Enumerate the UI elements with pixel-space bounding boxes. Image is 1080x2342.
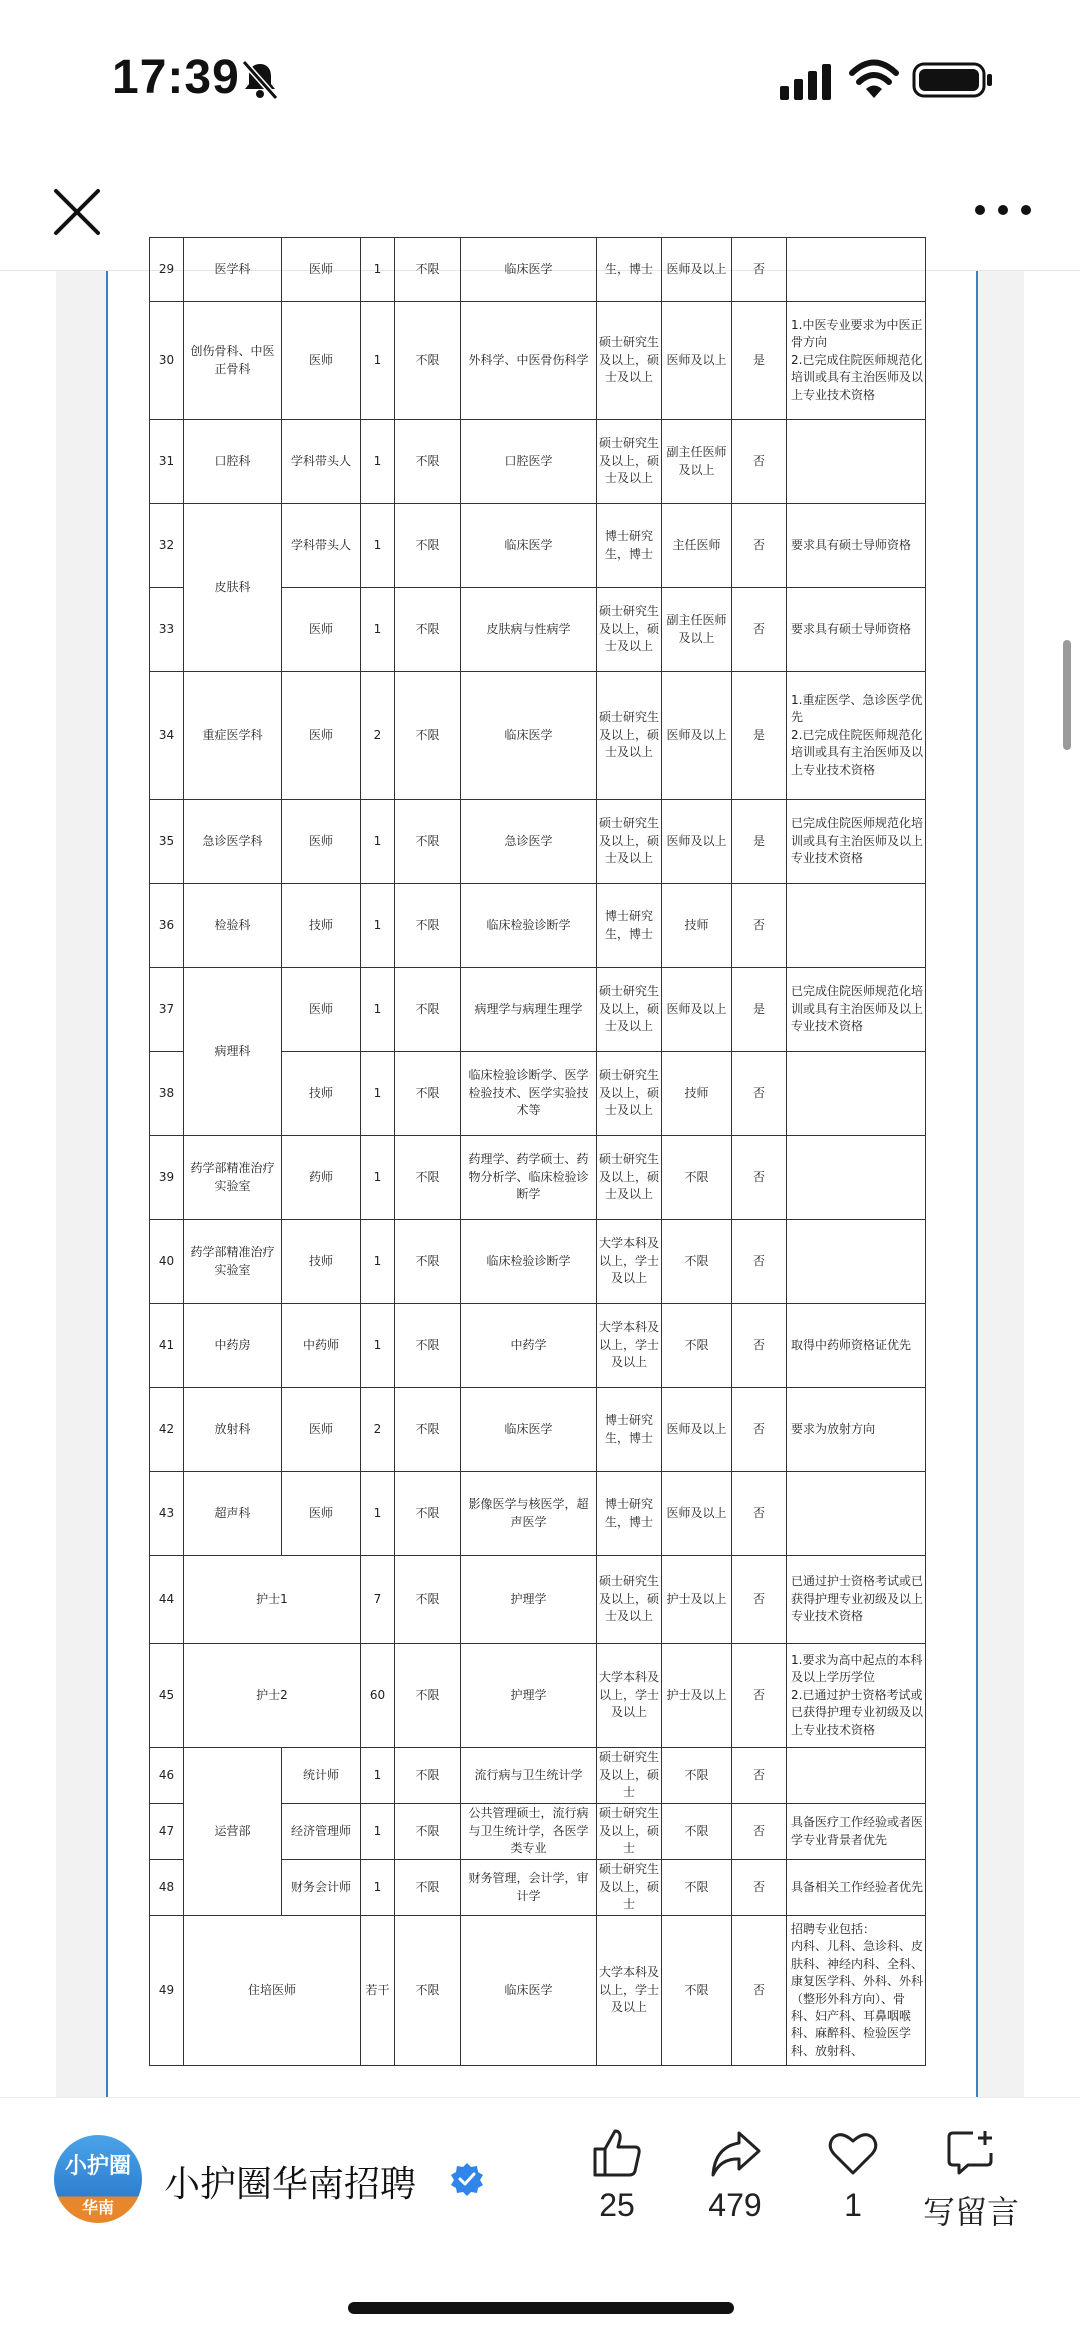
cell-note: 1.重症医学、急诊医学优先 2.已完成住院医师规范化培训或具有主治医师及以上专业技术资格 [787, 672, 926, 800]
cell-row-number: 41 [150, 1304, 184, 1388]
cell-exam: 否 [732, 1748, 787, 1804]
table-row [150, 504, 926, 588]
cell-note [787, 884, 926, 968]
close-icon[interactable] [50, 185, 104, 239]
table-row [150, 1916, 926, 2066]
cell-age: 不限 [395, 1388, 461, 1472]
cell-age: 不限 [395, 1644, 461, 1748]
cell-exam: 是 [732, 672, 787, 800]
cell-age: 不限 [395, 672, 461, 800]
cell-department: 药学部精准治疗实验室 [184, 1136, 282, 1220]
cell-row-number: 34 [150, 672, 184, 800]
cell-headcount: 1 [361, 420, 395, 504]
cell-department: 医学科 [184, 238, 282, 302]
cell-position: 经济管理师 [282, 1804, 361, 1860]
cell-position: 医师 [282, 1472, 361, 1556]
cell-note [787, 1136, 926, 1220]
cell-headcount: 若干 [361, 1916, 395, 2066]
cell-age: 不限 [395, 1220, 461, 1304]
cell-age: 不限 [395, 800, 461, 884]
cell-major: 急诊医学 [461, 800, 597, 884]
cell-education: 硕士研究生及以上，硕士及以上 [597, 1556, 662, 1644]
cell-education: 硕士研究生及以上，硕士 [597, 1804, 662, 1860]
share-button[interactable] [685, 2125, 785, 2224]
verified-badge-icon [450, 2162, 484, 2196]
cell-exam: 否 [732, 504, 787, 588]
cell-note [787, 420, 926, 504]
cell-title: 主任医师 [662, 504, 732, 588]
cell-major: 临床医学 [461, 1916, 597, 2066]
cell-headcount: 1 [361, 1136, 395, 1220]
cell-department: 运营部 [184, 1748, 282, 1916]
recruitment-table [149, 237, 926, 2066]
cell-education: 硕士研究生及以上，硕士及以上 [597, 968, 662, 1052]
cell-department: 护士2 [184, 1644, 361, 1748]
cell-major: 皮肤病与性病学 [461, 588, 597, 672]
cell-department: 急诊医学科 [184, 800, 282, 884]
cell-note: 要求为放射方向 [787, 1388, 926, 1472]
cell-age: 不限 [395, 1556, 461, 1644]
like-button[interactable] [567, 2125, 667, 2224]
account-name[interactable]: 小护圈华南招聘 [164, 2164, 417, 2205]
cell-position: 学科带头人 [282, 420, 361, 504]
cell-age: 不限 [395, 1136, 461, 1220]
cell-department: 病理科 [184, 968, 282, 1136]
cell-headcount: 1 [361, 968, 395, 1052]
cell-major: 临床医学 [461, 238, 597, 302]
cell-row-number: 40 [150, 1220, 184, 1304]
cell-major: 护理学 [461, 1556, 597, 1644]
cell-headcount: 2 [361, 1388, 395, 1472]
cell-note: 已完成住院医师规范化培训或具有主治医师及以上专业技术资格 [787, 968, 926, 1052]
cell-education: 硕士研究生及以上，硕士 [597, 1860, 662, 1916]
cell-position: 财务会计师 [282, 1860, 361, 1916]
cell-exam: 否 [732, 1304, 787, 1388]
cell-headcount: 1 [361, 1804, 395, 1860]
cell-note [787, 1472, 926, 1556]
cell-note: 已完成住院医师规范化培训或具有主治医师及以上专业技术资格 [787, 800, 926, 884]
cell-major: 临床检验诊断学、医学检验技术、医学实验技术等 [461, 1052, 597, 1136]
cell-age: 不限 [395, 1052, 461, 1136]
cell-exam: 否 [732, 1136, 787, 1220]
cell-row-number: 45 [150, 1644, 184, 1748]
cell-exam: 否 [732, 1220, 787, 1304]
cell-position: 医师 [282, 1388, 361, 1472]
cell-row-number: 49 [150, 1916, 184, 2066]
cell-education: 大学本科及以上，学士及以上 [597, 1220, 662, 1304]
cell-row-number: 44 [150, 1556, 184, 1644]
cell-age: 不限 [395, 588, 461, 672]
cell-major: 临床医学 [461, 504, 597, 588]
cell-position: 统计师 [282, 1748, 361, 1804]
home-indicator [348, 2302, 734, 2314]
cell-education: 博士研究生，博士 [597, 504, 662, 588]
cell-exam: 否 [732, 1052, 787, 1136]
cell-headcount: 60 [361, 1644, 395, 1748]
cell-position: 医师 [282, 238, 361, 302]
cell-row-number: 43 [150, 1472, 184, 1556]
cell-row-number: 36 [150, 884, 184, 968]
cell-age: 不限 [395, 1748, 461, 1804]
cell-note [787, 1748, 926, 1804]
comment-label: 写留言 [922, 2194, 1019, 2230]
cell-major: 公共管理硕士，流行病与卫生统计学，各医学类专业 [461, 1804, 597, 1860]
cell-exam: 否 [732, 1916, 787, 2066]
cell-exam: 否 [732, 588, 787, 672]
cell-position: 医师 [282, 588, 361, 672]
cell-age: 不限 [395, 968, 461, 1052]
table-row [150, 238, 926, 302]
cell-headcount: 1 [361, 238, 395, 302]
cell-education: 博士研究生，博士 [597, 884, 662, 968]
wifi-icon [848, 58, 900, 100]
cell-row-number: 30 [150, 302, 184, 420]
cell-education: 硕士研究生及以上，硕士及以上 [597, 800, 662, 884]
cell-position: 技师 [282, 1220, 361, 1304]
table-row [150, 1748, 926, 1804]
table-row [150, 672, 926, 800]
article-content[interactable] [0, 261, 1080, 2097]
table-row [150, 1220, 926, 1304]
cell-position: 医师 [282, 302, 361, 420]
signal-icon [778, 62, 834, 102]
cell-position: 医师 [282, 968, 361, 1052]
cell-age: 不限 [395, 238, 461, 302]
cell-headcount: 1 [361, 1220, 395, 1304]
cell-major: 临床医学 [461, 1388, 597, 1472]
bell-muted-icon [238, 58, 282, 102]
cell-note [787, 1220, 926, 1304]
cell-major: 中药学 [461, 1304, 597, 1388]
cell-education: 硕士研究生及以上，硕士 [597, 1748, 662, 1804]
cell-education: 生，博士 [597, 238, 662, 302]
cell-row-number: 37 [150, 968, 184, 1052]
cell-exam: 否 [732, 1644, 787, 1748]
more-options-icon[interactable] [972, 198, 1034, 222]
cell-position: 医师 [282, 672, 361, 800]
cell-title: 护士及以上 [662, 1644, 732, 1748]
cell-title: 副主任医师及以上 [662, 420, 732, 504]
cell-age: 不限 [395, 1860, 461, 1916]
cell-major: 外科学、中医骨伤科学 [461, 302, 597, 420]
cell-department: 皮肤科 [184, 504, 282, 672]
cell-headcount: 1 [361, 1472, 395, 1556]
scrollbar-thumb[interactable] [1063, 640, 1071, 750]
cell-position: 药师 [282, 1136, 361, 1220]
cell-title: 副主任医师及以上 [662, 588, 732, 672]
cell-major: 临床检验诊断学 [461, 884, 597, 968]
cell-major: 流行病与卫生统计学 [461, 1748, 597, 1804]
cell-department: 住培医师 [184, 1916, 361, 2066]
cell-education: 硕士研究生及以上，硕士及以上 [597, 420, 662, 504]
cell-row-number: 32 [150, 504, 184, 588]
cell-department: 放射科 [184, 1388, 282, 1472]
cell-headcount: 1 [361, 884, 395, 968]
account-avatar[interactable] [54, 2135, 142, 2223]
favorite-count: 1 [844, 2187, 862, 2223]
cell-headcount: 1 [361, 1860, 395, 1916]
cell-title: 医师及以上 [662, 968, 732, 1052]
cell-headcount: 1 [361, 1748, 395, 1804]
cell-education: 大学本科及以上，学士及以上 [597, 1916, 662, 2066]
table-row [150, 420, 926, 504]
cell-title: 不限 [662, 1220, 732, 1304]
cell-exam: 否 [732, 420, 787, 504]
cell-title: 医师及以上 [662, 672, 732, 800]
favorite-button[interactable] [803, 2125, 903, 2224]
avatar-logo-bottom: 华南 [81, 2198, 114, 2217]
cell-major: 临床检验诊断学 [461, 1220, 597, 1304]
cell-headcount: 1 [361, 1052, 395, 1136]
cell-position: 中药师 [282, 1304, 361, 1388]
table-row [150, 1388, 926, 1472]
cell-title: 不限 [662, 1916, 732, 2066]
cell-note [787, 1052, 926, 1136]
cell-position: 技师 [282, 884, 361, 968]
cell-education: 硕士研究生及以上，硕士及以上 [597, 1136, 662, 1220]
cell-exam: 否 [732, 1804, 787, 1860]
table-row [150, 884, 926, 968]
cell-exam: 否 [732, 1556, 787, 1644]
cell-age: 不限 [395, 1472, 461, 1556]
cell-row-number: 39 [150, 1136, 184, 1220]
table-row [150, 302, 926, 420]
cell-age: 不限 [395, 302, 461, 420]
cell-row-number: 33 [150, 588, 184, 672]
cell-exam: 否 [732, 1472, 787, 1556]
cell-department: 创伤骨科、中医正骨科 [184, 302, 282, 420]
cell-title: 不限 [662, 1804, 732, 1860]
cell-age: 不限 [395, 1916, 461, 2066]
cell-headcount: 2 [361, 672, 395, 800]
cell-education: 硕士研究生及以上，硕士及以上 [597, 1052, 662, 1136]
cell-headcount: 1 [361, 588, 395, 672]
cell-row-number: 46 [150, 1748, 184, 1804]
table-row [150, 1472, 926, 1556]
cell-headcount: 1 [361, 504, 395, 588]
table-row [150, 1556, 926, 1644]
cell-title: 技师 [662, 884, 732, 968]
status-time: 17:39 [112, 51, 240, 104]
cell-title: 医师及以上 [662, 1472, 732, 1556]
cell-education: 硕士研究生及以上，硕士及以上 [597, 588, 662, 672]
cell-note: 要求具有硕士导师资格 [787, 504, 926, 588]
cell-age: 不限 [395, 884, 461, 968]
avatar-logo-top: 小护圈 [64, 2154, 131, 2179]
cell-exam: 否 [732, 238, 787, 302]
cell-department: 重症医学科 [184, 672, 282, 800]
cell-headcount: 1 [361, 1304, 395, 1388]
cell-title: 医师及以上 [662, 238, 732, 302]
cell-education: 博士研究生，博士 [597, 1388, 662, 1472]
cell-exam: 是 [732, 800, 787, 884]
table-row [150, 1644, 926, 1748]
cell-position: 医师 [282, 800, 361, 884]
cell-row-number: 42 [150, 1388, 184, 1472]
cell-major: 影像医学与核医学，超声医学 [461, 1472, 597, 1556]
cell-exam: 否 [732, 1388, 787, 1472]
cell-row-number: 47 [150, 1804, 184, 1860]
cell-row-number: 38 [150, 1052, 184, 1136]
cell-headcount: 1 [361, 302, 395, 420]
cell-age: 不限 [395, 504, 461, 588]
cell-title: 不限 [662, 1748, 732, 1804]
cell-note: 1.中医专业要求为中医正骨方向 2.已完成住院医师规范化培训或具有主治医师及以上专业技术资格 [787, 302, 926, 420]
cell-title: 医师及以上 [662, 302, 732, 420]
status-bar [0, 0, 1080, 160]
cell-position: 学科带头人 [282, 504, 361, 588]
cell-education: 硕士研究生及以上，硕士及以上 [597, 672, 662, 800]
cell-exam: 否 [732, 1860, 787, 1916]
cell-department: 药学部精准治疗实验室 [184, 1220, 282, 1304]
cell-headcount: 7 [361, 1556, 395, 1644]
thumb-up-icon [589, 2125, 645, 2181]
cell-row-number: 31 [150, 420, 184, 504]
battery-icon [912, 60, 994, 100]
cell-note: 招聘专业包括： 内科、儿科、急诊科、皮肤科、神经内科、全科、康复医学科、外科、外科（整形外科方向）、骨科、妇产科、耳鼻咽喉科、麻醉科、检验医学科、放射科、 [787, 1916, 926, 2066]
cell-headcount: 1 [361, 800, 395, 884]
table-row [150, 1304, 926, 1388]
cell-department: 护士1 [184, 1556, 361, 1644]
cell-title: 不限 [662, 1136, 732, 1220]
cell-education: 硕士研究生及以上，硕士及以上 [597, 302, 662, 420]
cell-row-number: 29 [150, 238, 184, 302]
share-count: 479 [708, 2187, 762, 2223]
cell-row-number: 48 [150, 1860, 184, 1916]
cell-title: 不限 [662, 1304, 732, 1388]
cell-age: 不限 [395, 1304, 461, 1388]
cell-department: 超声科 [184, 1472, 282, 1556]
cell-education: 博士研究生，博士 [597, 1472, 662, 1556]
cell-title: 不限 [662, 1860, 732, 1916]
cell-note: 具备相关工作经验者优先 [787, 1860, 926, 1916]
cell-department: 口腔科 [184, 420, 282, 504]
cell-title: 医师及以上 [662, 800, 732, 884]
share-icon [707, 2125, 763, 2181]
cell-department: 中药房 [184, 1304, 282, 1388]
cell-note: 具备医疗工作经验或者医学专业背景者优先 [787, 1804, 926, 1860]
cell-note: 1.要求为高中起点的本科及以上学历学位 2.已通过护士资格考试或已获得护理专业初级及以上专业技术资格 [787, 1644, 926, 1748]
cell-position: 技师 [282, 1052, 361, 1136]
comment-icon [943, 2125, 999, 2181]
cell-title: 医师及以上 [662, 1388, 732, 1472]
cell-major: 护理学 [461, 1644, 597, 1748]
table-row [150, 968, 926, 1052]
cell-exam: 是 [732, 968, 787, 1052]
table-row [150, 1136, 926, 1220]
cell-note: 已通过护士资格考试或已获得护理专业初级及以上专业技术资格 [787, 1556, 926, 1644]
comment-button[interactable] [921, 2125, 1021, 2233]
cell-note: 要求具有硕士导师资格 [787, 588, 926, 672]
cell-department: 检验科 [184, 884, 282, 968]
cell-note [787, 238, 926, 302]
cell-major: 财务管理，会计学，审计学 [461, 1860, 597, 1916]
cell-exam: 是 [732, 302, 787, 420]
cell-education: 大学本科及以上，学士及以上 [597, 1304, 662, 1388]
cell-major: 临床医学 [461, 672, 597, 800]
cell-age: 不限 [395, 420, 461, 504]
like-count: 25 [599, 2187, 635, 2223]
table-row [150, 800, 926, 884]
cell-title: 护士及以上 [662, 1556, 732, 1644]
heart-icon [825, 2125, 881, 2181]
cell-major: 病理学与病理生理学 [461, 968, 597, 1052]
cell-note: 取得中药师资格证优先 [787, 1304, 926, 1388]
cell-title: 技师 [662, 1052, 732, 1136]
cell-age: 不限 [395, 1804, 461, 1860]
cell-education: 大学本科及以上，学士及以上 [597, 1644, 662, 1748]
cell-major: 口腔医学 [461, 420, 597, 504]
cell-exam: 否 [732, 884, 787, 968]
cell-major: 药理学、药学硕士、药物分析学、临床检验诊断学 [461, 1136, 597, 1220]
cell-row-number: 35 [150, 800, 184, 884]
